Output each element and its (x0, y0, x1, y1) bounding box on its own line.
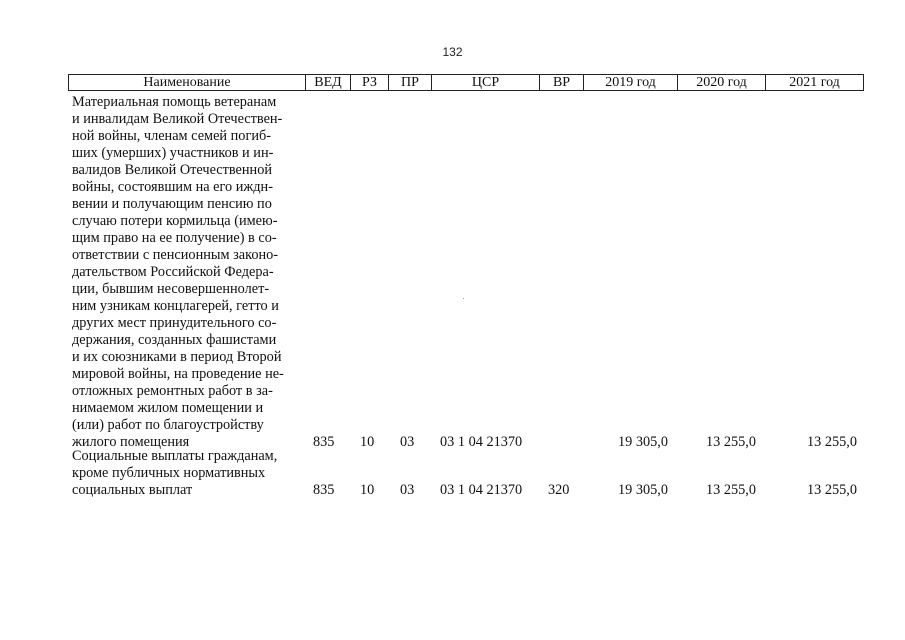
row-1-2020: 13 255,0 (705, 434, 756, 450)
row-1-pr: 03 (400, 434, 415, 450)
row-1-2019: 19 305,0 (617, 434, 668, 450)
row-1-name-line: случаю потери кормильца (имею- (72, 213, 278, 229)
row-1-name-line: Материальная помощь ветеранам (72, 94, 277, 110)
row-2-rz: 10 (360, 482, 375, 498)
header-2020: 2020 год (678, 75, 766, 90)
row-2-name-line: социальных выплат (72, 482, 193, 498)
row-1-name-line: отложных ремонтных работ в за- (72, 383, 273, 399)
row-1-name-line: войны, состоявшим на его иждн- (72, 179, 273, 195)
row-1-name-line: других мест принудительного со- (72, 315, 277, 331)
header-2021: 2021 год (789, 75, 840, 90)
row-1-rz: 10 (360, 434, 375, 450)
row-1-name-line: держания, созданных фашистами (72, 332, 277, 348)
row-2-2019: 19 305,0 (617, 482, 668, 498)
row-1-name-line: ним узникам концлагерей, гетто и (72, 298, 279, 314)
row-1-2021: 13 255,0 (806, 434, 857, 450)
header-ved: ВЕД (306, 75, 351, 90)
row-2-2020: 13 255,0 (705, 482, 756, 498)
row-1-name-line: ших (умерших) участников и ин- (72, 145, 274, 161)
row-1-name-line: валидов Великой Отечественной (72, 162, 272, 178)
header-2019: 2019 год (584, 75, 678, 90)
row-2-name-line: кроме публичных нормативных (72, 465, 266, 481)
header-csr: ЦСР (432, 75, 540, 90)
row-1-name-line: нимаемом жилом помещении и (72, 400, 264, 416)
row-1-name-line: ответствии с пенсионным законо- (72, 247, 279, 263)
page-number: 132 (442, 45, 463, 59)
row-1-name-line: жилого помещения (72, 434, 190, 450)
row-2-vr: 320 (548, 482, 570, 498)
header-vr: ВР (540, 75, 584, 90)
row-2-csr: 03 1 04 21370 (440, 482, 523, 498)
row-1-ved: 835 (313, 434, 335, 450)
row-1-csr: 03 1 04 21370 (440, 434, 523, 450)
header-pr: ПР (389, 75, 432, 90)
row-2-ved: 835 (313, 482, 335, 498)
row-1-name-line: и инвалидам Великой Отечествен- (72, 111, 283, 127)
header-name: Наименование (69, 75, 306, 90)
row-2-2021: 13 255,0 (806, 482, 857, 498)
row-1-name (72, 94, 304, 451)
row-1-name-line: ной войны, членам семей погиб- (72, 128, 272, 144)
row-1-name-line: мировой войны, на проведение не- (72, 366, 284, 382)
row-1-name-line: (или) работ по благоустройству (72, 417, 264, 433)
row-2-name (72, 448, 304, 499)
scan-speck (463, 298, 464, 299)
row-1-name-line: вении и получающим пенсию по (72, 196, 272, 212)
row-2-name-line: Социальные выплаты гражданам, (72, 448, 278, 464)
table-header (68, 74, 864, 91)
row-2-pr: 03 (400, 482, 415, 498)
row-1-name-line: щим право на ее получение) в со- (72, 230, 277, 246)
header-rz: РЗ (351, 75, 389, 90)
row-1-name-line: и их союзниками в период Второй (72, 349, 282, 365)
row-1-name-line: ции, бывшим несовершеннолет- (72, 281, 270, 297)
row-1-name-line: дательством Российской Федера- (72, 264, 274, 280)
